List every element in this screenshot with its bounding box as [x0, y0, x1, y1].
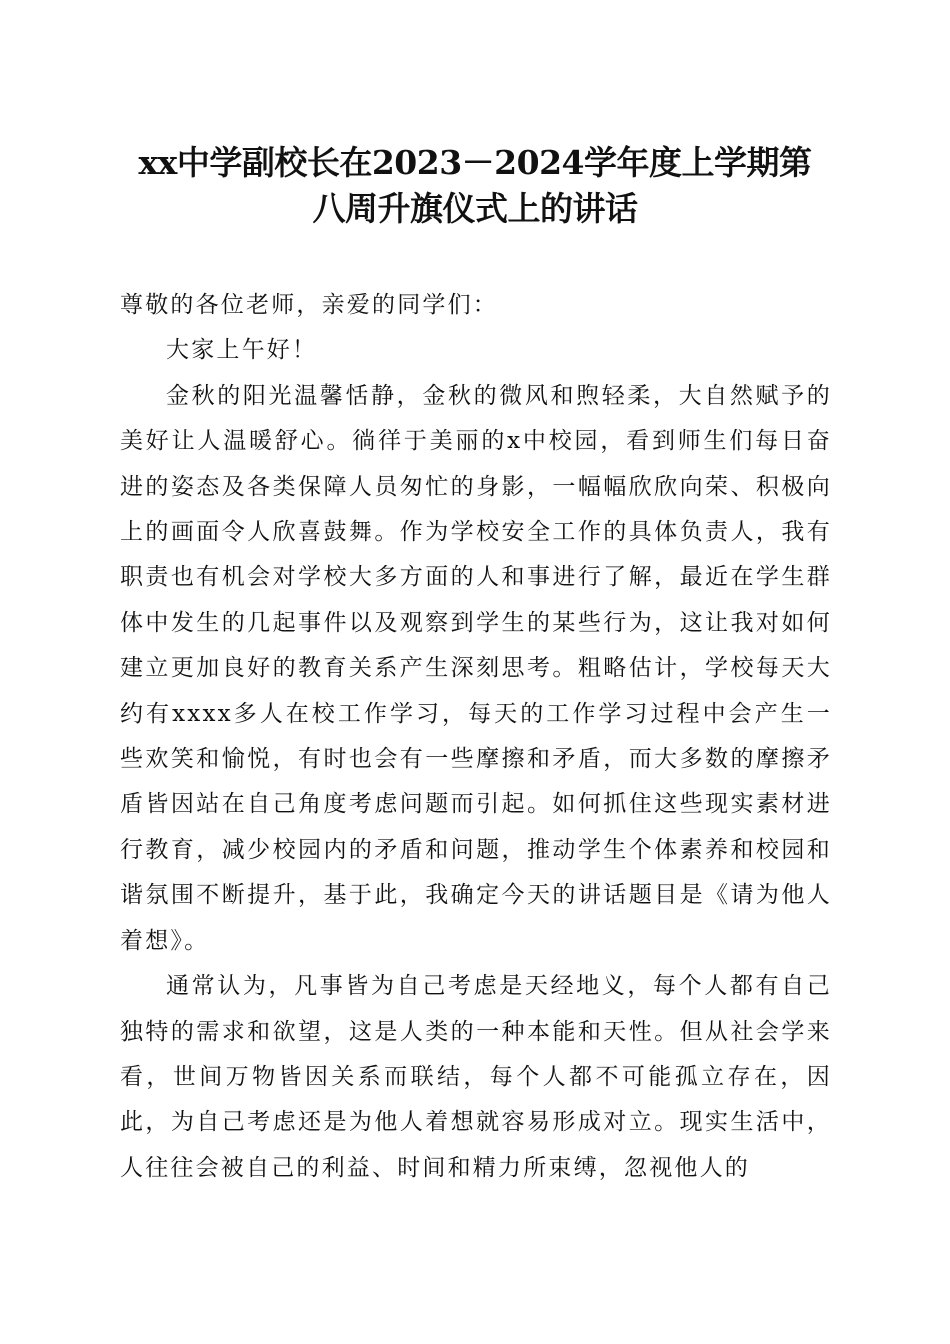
document-body: [120, 283, 832, 1191]
title-line-2: 八周升旗仪式上的讲话: [312, 189, 638, 228]
document-title: [100, 140, 850, 232]
paragraph-2: 通常认为，凡事皆为自己考虑是天经地义，每个人都有自己独特的需求和欲望，这是人类的一种本能和天性。但从社会学来看，世间万物皆因关系而联结，每个人都不可能孤立存在，因此，为自己考虑还是为他人着想就容易形成对立。现实生活中，人往往会被自己的利益、时间和精力所束缚，忽视他人的: [120, 973, 832, 1181]
paragraph-1: 金秋的阳光温馨恬静，金秋的微风和煦轻柔，大自然赋予的美好让人温暖舒心。徜徉于美丽的x中校园，看到师生们每日奋进的姿态及各类保障人员匆忙的身影，一幅幅欣欣向荣、积极向上的画面令人欣喜鼓舞。作为学校安全工作的具体负责人，我有职责也有机会对学校大多方面的人和事进行了解，最近在学生群体中发生的几起事件以及观察到学生的某些行为，这让我对如何建立更加良好的教育关系产生深刻思考。粗略估计，学校每天大约有xxxx多人在校工作学习，每天的工作学习过程中会产生一些欢笑和愉悦，有时也会有一些摩擦和矛盾，而大多数的摩擦矛盾皆因站在自己角度考虑问题而引起。如何抓住这些现实素材进行教育，减少校园内的矛盾和问题，推动学生个体素养和校园和谐氛围不断提升，基于此，我确定今天的讲话题目是《请为他人着想》。: [120, 382, 832, 954]
salutation: 尊敬的各位老师，亲爱的同学们：: [120, 292, 498, 318]
title-line-1: xx中学副校长在2023－2024学年度上学期第: [138, 143, 812, 182]
greeting: 大家上午好！: [166, 337, 318, 364]
